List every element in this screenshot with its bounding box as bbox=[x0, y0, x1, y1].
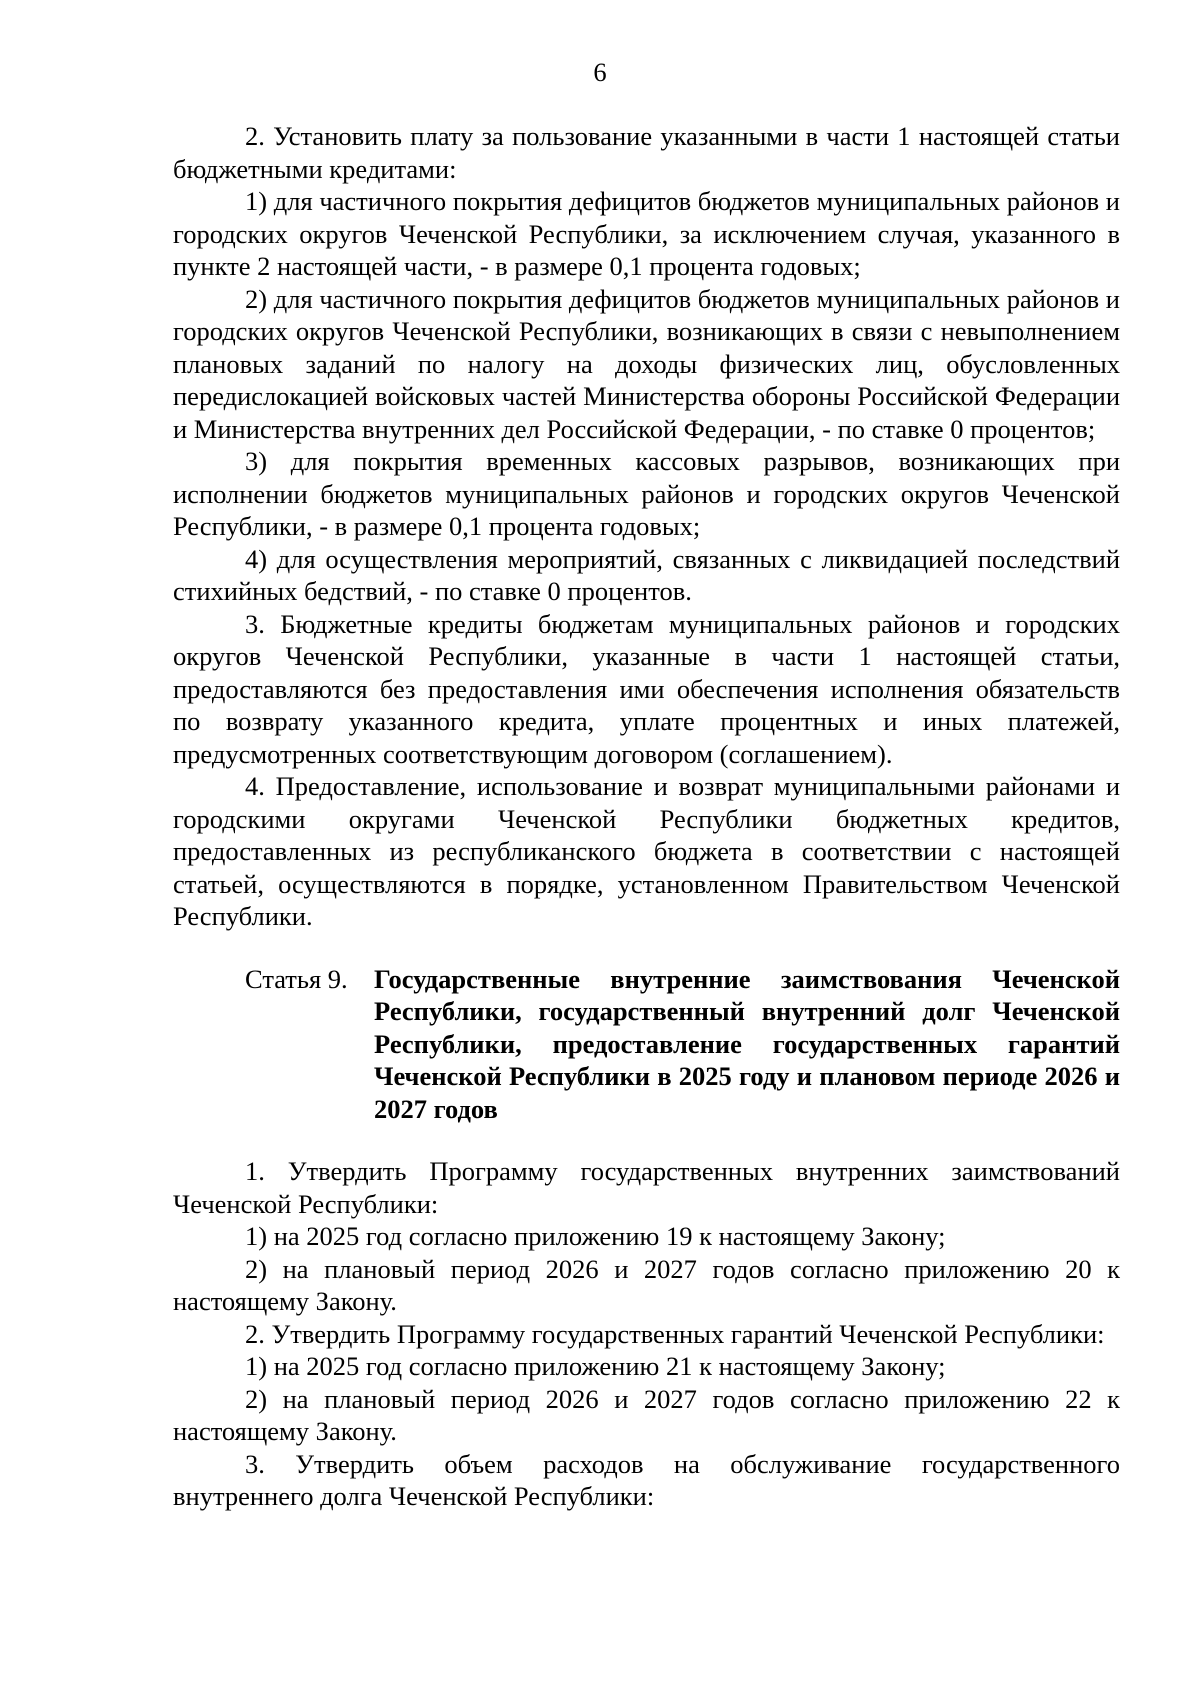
article-label: Статья 9. bbox=[245, 963, 348, 994]
article-title: Государственные внутренние заимствования Чеченской Республики, государственный внутренний долг Чеченской Республики, предоставление государственных гарантий Чеченской Республики в 2025 году и плановом периоде 2026 и 2027 годов bbox=[374, 963, 1120, 1124]
paragraph-part-4: 4. Предоставление, использование и возврат муниципальными районами и городскими округами Чеченской Республики бюджетных кредитов, предоставленных из республиканского бюджета в соответствии с настоящей статьей, осуществляются в порядке, установленном Правительством Чеченской Республики. bbox=[173, 771, 1120, 931]
paragraph-part-3: 3. Утвердить объем расходов на обслуживание государственного внутреннего долга Чеченской Республики: bbox=[173, 1448, 1120, 1511]
paragraph-item-1: 1) на 2025 год согласно приложению 19 к настоящему Закону; bbox=[245, 1221, 946, 1251]
paragraph-item-1: 1) на 2025 год согласно приложению 21 к настоящему Закону; bbox=[245, 1351, 946, 1381]
paragraph-part-2: 2. Утвердить Программу государственных гарантий Чеченской Республики: bbox=[245, 1318, 1105, 1349]
paragraph-item-1: 1) для частичного покрытия дефицитов бюджетов муниципальных районов и городских округов Чеченской Республики, за исключением случая, указанного в пункте 2 настоящей части, - в размере 0,1 процента годовых; bbox=[173, 186, 1120, 281]
paragraph-item-3: 3) для покрытия временных кассовых разрывов, возникающих при исполнении бюджетов муниципальных районов и городских округов Чеченской Республики, - в размере 0,1 процента годовых; bbox=[173, 446, 1120, 541]
article-heading bbox=[173, 963, 1120, 1126]
page-number: 6 bbox=[593, 57, 607, 87]
paragraph-part-2: 2. Установить плату за пользование указанными в части 1 настоящей статьи бюджетными кредитами: bbox=[173, 121, 1120, 184]
paragraph-item-4: 4) для осуществления мероприятий, связанных с ликвидацией последствий стихийных бедствий, - по ставке 0 процентов. bbox=[173, 543, 1120, 606]
document-body bbox=[173, 120, 1120, 1513]
paragraph-part-3: 3. Бюджетные кредиты бюджетам муниципальных районов и городских округов Чеченской Республики, указанные в части 1 настоящей статьи, предоставляются без предоставления ими обеспечения исполнения обязательств по возврату указанного кредита, уплате процентных и иных платежей, предусмотренных соответствующим договором (соглашением). bbox=[173, 608, 1120, 769]
paragraph-item-2: 2) на плановый период 2026 и 2027 годов согласно приложению 20 к настоящему Закону. bbox=[173, 1253, 1120, 1316]
paragraph-part-1: 1. Утвердить Программу государственных внутренних заимствований Чеченской Республики: bbox=[173, 1156, 1120, 1219]
paragraph-item-2: 2) на плановый период 2026 и 2027 годов согласно приложению 22 к настоящему Закону. bbox=[173, 1383, 1120, 1446]
paragraph-item-2: 2) для частичного покрытия дефицитов бюджетов муниципальных районов и городских округов Чеченской Республики, возникающих в связи с невыполнением плановых заданий по налогу на доходы физических лиц, обусловленных передислокацией войсковых частей Министерства обороны Российской Федерации и Министерства внутренних дел Российской Федерации, - по ставке 0 процентов; bbox=[173, 283, 1120, 444]
